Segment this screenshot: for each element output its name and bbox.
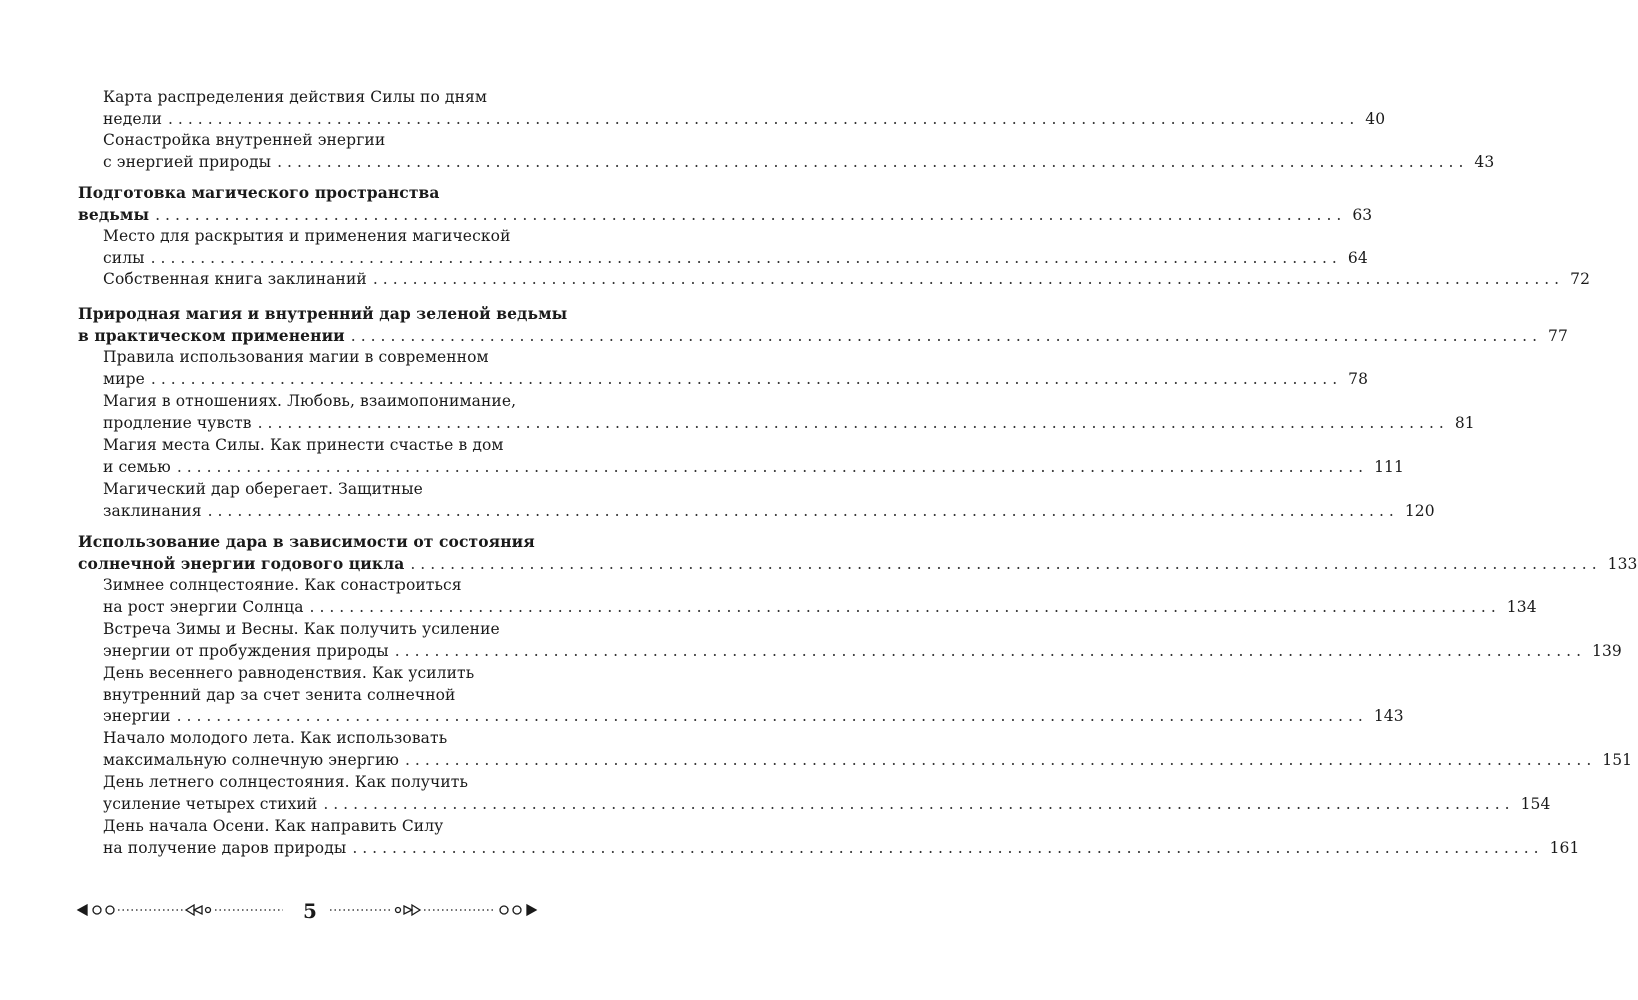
toc-page-number: 43 <box>1474 152 1495 171</box>
toc-page-number: 139 <box>1592 641 1622 660</box>
toc-entry-title-line: День начала Осени. Как направить Силу <box>103 817 444 835</box>
toc-entry-title-line: Магический дар оберегает. Защитные <box>103 480 423 498</box>
toc-entry-title-line: Магия в отношениях. Любовь, взаимопонимание, <box>103 392 517 410</box>
toc-entry-title-line: Начало молодого лета. Как использовать <box>103 729 448 747</box>
toc-entry-title-line: ведьмы <box>78 204 150 224</box>
toc-page-number: 77 <box>1548 326 1568 345</box>
toc-entry-title-line: в практическом применении <box>78 325 345 345</box>
dot-leader: ........................................................................................................................ <box>150 369 1343 388</box>
dot-leader: ........................................................................................................................ <box>150 248 1342 267</box>
toc-entry-title-line: продление чувств <box>103 413 252 432</box>
toc-entry-title-line: силы <box>103 248 145 267</box>
toc-page-number: 151 <box>1602 750 1633 769</box>
toc-page-number: 64 <box>1347 248 1368 267</box>
toc-entry-title-line: День весеннего равноденствия. Как усилить <box>103 664 475 682</box>
toc-entry-title-line: энергии <box>103 707 171 725</box>
toc-entry-title-line: заклинания <box>103 501 202 520</box>
page-number: 5 <box>303 899 317 923</box>
toc-entry-title-line: Магия места Силы. Как принести счастье в дом <box>103 436 504 454</box>
dot-leader: ........................................................................................................................ <box>323 794 1515 813</box>
toc-entry-title-line: с энергией природы <box>103 152 272 171</box>
toc-page-number: 120 <box>1404 501 1435 520</box>
toc-entry-title-line: Встреча Зимы и Весны. Как получить усиление <box>103 620 500 638</box>
toc-entry-title-line: Карта распределения действия Силы по дням <box>103 88 488 106</box>
dot-leader: ........................................................................................................................ <box>405 750 1597 769</box>
left-ornament-icon <box>78 905 283 915</box>
toc-entry-title-line: Зимнее солнцестояние. Как сонастроиться <box>103 576 462 594</box>
toc-entry-title-line: энергии от пробуждения природы <box>103 641 389 660</box>
toc-entry-title-line: солнечной энергии годового цикла <box>78 553 405 573</box>
toc-entry-title-line: Подготовка магического пространства <box>78 183 440 202</box>
toc-page-number: 72 <box>1570 270 1591 288</box>
toc-entry-title-line: Правила использования магии в современном <box>103 348 489 366</box>
dot-leader: ........................................................................................................................ <box>168 109 1360 128</box>
dot-leader: ........................................................................................................................ <box>155 205 1347 224</box>
toc-page-number: 154 <box>1520 794 1551 813</box>
toc-page-number: 63 <box>1352 205 1373 224</box>
toc-entry-title-line: День летнего солнцестояния. Как получить <box>103 773 469 791</box>
dot-leader: ........................................................................................................................ <box>352 838 1544 857</box>
dot-leader: ........................................................................................................................ <box>350 326 1543 345</box>
dot-leader: ........................................................................................................................ <box>277 152 1469 171</box>
dot-leader: ........................................................................................................................ <box>207 501 1399 520</box>
toc-entry-title-line: и семью <box>103 457 171 476</box>
toc-entry-title-line: максимальную солнечную энергию <box>103 750 399 769</box>
dot-leader: ........................................................................................................................ <box>176 707 1368 725</box>
toc-entry-title-line: Использование дара в зависимости от состояния <box>78 532 535 551</box>
toc-entry-title-line: недели <box>103 109 162 128</box>
toc-entry-title-line: на получение даров природы <box>103 838 347 857</box>
toc-page-number: 78 <box>1348 369 1369 388</box>
dot-leader: ........................................................................................................................ <box>372 270 1565 288</box>
toc-page-number: 133 <box>1607 554 1638 573</box>
toc-entry-title-line: усиление четырех стихий <box>103 794 318 813</box>
toc-page-number: 111 <box>1374 457 1404 476</box>
toc-entry-title-line: мире <box>103 369 145 388</box>
toc-entry-title-line: Место для раскрытия и применения магической <box>103 227 511 245</box>
toc-page-number: 134 <box>1506 597 1537 616</box>
toc-entry-title-line: внутренний дар за счет зенита солнечной <box>103 685 456 704</box>
dot-leader: ........................................................................................................................ <box>257 413 1449 432</box>
toc-page-number: 143 <box>1373 707 1404 725</box>
dot-leader: ........................................................................................................................ <box>394 641 1586 660</box>
toc-entry-title-line: Собственная книга заклинаний <box>103 270 367 288</box>
toc-entry-title-line: Природная магия и внутренний дар зеленой ведьмы <box>78 304 568 323</box>
dot-leader: ........................................................................................................................ <box>309 597 1501 616</box>
dot-leader: ........................................................................................................................ <box>176 457 1369 476</box>
right-ornament-icon <box>330 905 536 915</box>
toc-entry-title-line: на рост энергии Солнца <box>103 597 304 616</box>
dot-leader: ........................................................................................................................ <box>410 554 1602 573</box>
toc-entry-title-line: Сонастройка внутренней энергии <box>103 131 386 149</box>
toc-page-number: 161 <box>1549 838 1580 857</box>
toc-page-number: 40 <box>1365 109 1386 128</box>
toc-page-number: 81 <box>1454 413 1475 432</box>
